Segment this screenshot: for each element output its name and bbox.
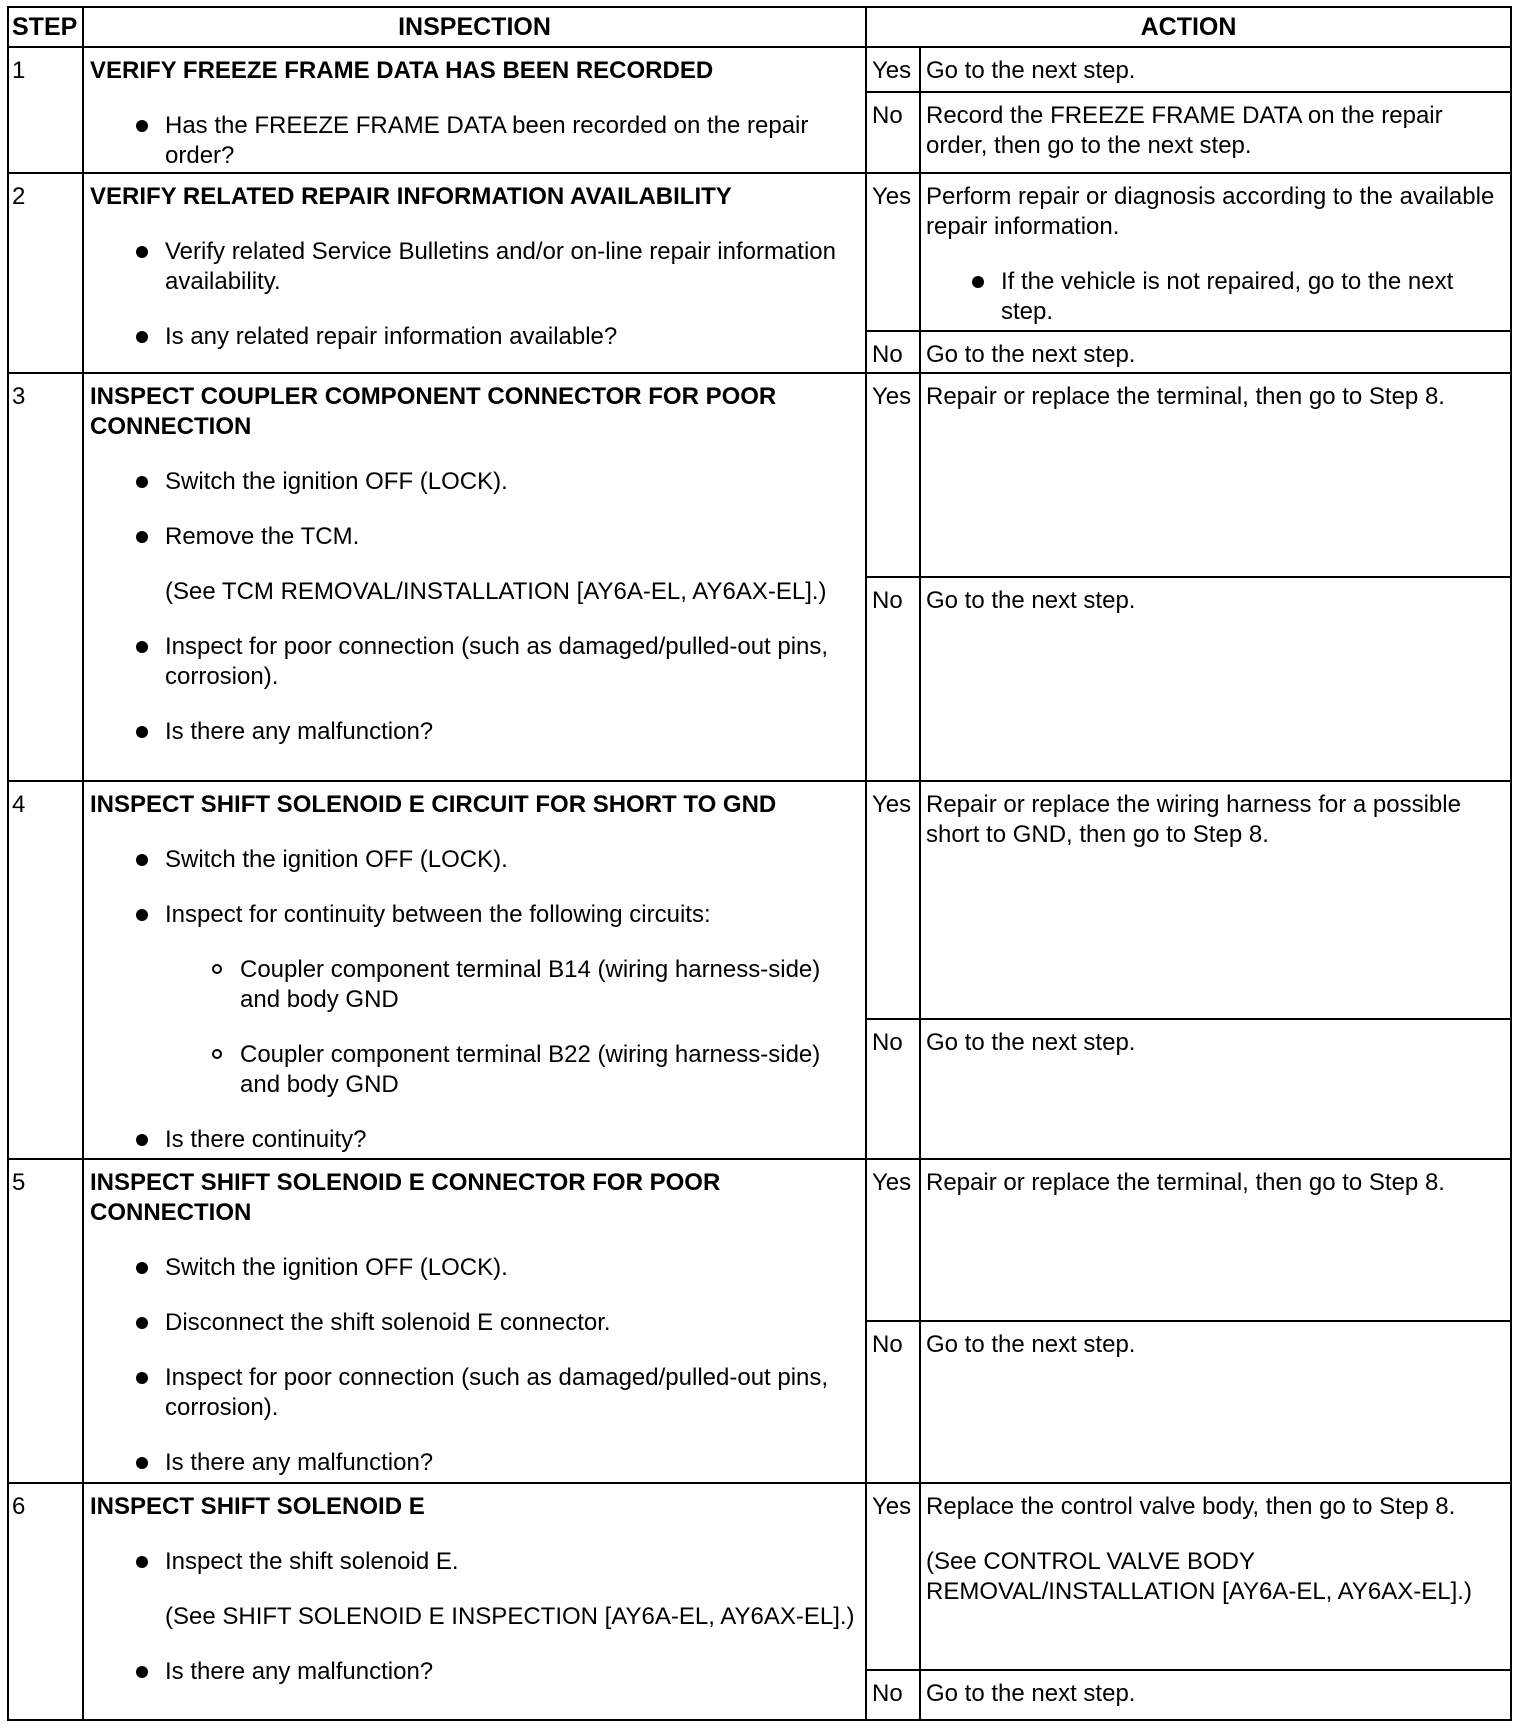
step-title: VERIFY FREEZE FRAME DATA HAS BEEN RECORDED [90, 57, 714, 84]
inspection-bullet: Disconnect the shift solenoid E connector. [90, 1308, 855, 1338]
no-label: No [866, 92, 920, 173]
no-label: No [866, 1019, 920, 1159]
step-header: STEP [8, 7, 83, 47]
inspection-header: INSPECTION [83, 7, 866, 47]
reference-note: (See CONTROL VALVE BODY REMOVAL/INSTALLATION [AY6A-EL, AY6AX-EL].) [926, 1548, 1472, 1605]
step-3-yes-row [8, 373, 1511, 577]
yes-action-text: Replace the control valve body, then go to Step 8. [926, 1493, 1456, 1520]
yes-action: Repair or replace the terminal, then go to Step 8. [920, 373, 1511, 577]
inspection-bullet: Verify related Service Bulletins and/or on-line repair information availability. [90, 237, 855, 297]
yes-action: Go to the next step. [920, 47, 1511, 92]
step-4-yes-row [8, 781, 1511, 1019]
inspection-bullet: Inspect for poor connection (such as damaged/pulled-out pins, corrosion). [90, 632, 855, 692]
reference-note: (See TCM REMOVAL/INSTALLATION [AY6A-EL, AY6AX-EL].) [165, 578, 827, 605]
yes-label: Yes [866, 1159, 920, 1321]
reference-note: (See SHIFT SOLENOID E INSPECTION [AY6A-EL, AY6AX-EL].) [165, 1603, 855, 1630]
inspection-bullet: Inspect for poor connection (such as damaged/pulled-out pins, corrosion). [90, 1363, 855, 1423]
step-6-inspection [83, 1483, 866, 1720]
inspection-bullet: Is there any malfunction? [90, 1448, 855, 1478]
step-4-inspection [83, 781, 866, 1159]
step-number: 3 [8, 373, 83, 781]
no-label: No [866, 331, 920, 373]
action-header: ACTION [866, 7, 1511, 47]
step-number: 6 [8, 1483, 83, 1720]
step-5-inspection [83, 1159, 866, 1483]
inspection-bullet: Is any related repair information available? [90, 322, 855, 352]
inspection-bullet: Is there continuity? [90, 1125, 855, 1155]
step-number: 4 [8, 781, 83, 1159]
inspection-bullet: Inspect for continuity between the following circuits: [90, 900, 855, 930]
inspection-bullet: Has the FREEZE FRAME DATA been recorded on the repair order? [90, 111, 855, 171]
step-title: INSPECT COUPLER COMPONENT CONNECTOR FOR POOR CONNECTION [90, 383, 777, 440]
no-label: No [866, 1321, 920, 1483]
step-number: 5 [8, 1159, 83, 1483]
step-2-inspection [83, 173, 866, 373]
step-number: 1 [8, 47, 83, 173]
yes-label: Yes [866, 781, 920, 1019]
action-bullet: If the vehicle is not repaired, go to the next step. [926, 267, 1500, 327]
no-label: No [866, 1670, 920, 1720]
step-number: 2 [8, 173, 83, 373]
yes-action [920, 173, 1511, 331]
no-action: Go to the next step. [920, 1670, 1511, 1720]
yes-action: Repair or replace the wiring harness for a possible short to GND, then go to Step 8. [920, 781, 1511, 1019]
inspection-bullet: Is there any malfunction? [90, 717, 855, 747]
inspection-bullet: Remove the TCM. [90, 522, 855, 552]
no-action: Go to the next step. [920, 1321, 1511, 1483]
inspection-bullet: Inspect the shift solenoid E. [90, 1547, 855, 1577]
step-1-inspection [83, 47, 866, 173]
no-action: Go to the next step. [920, 1019, 1511, 1159]
inspection-bullet: Is there any malfunction? [90, 1657, 855, 1687]
inspection-bullet: Switch the ignition OFF (LOCK). [90, 845, 855, 875]
no-action: Go to the next step. [920, 577, 1511, 781]
circuit-sub-bullet: Coupler component terminal B14 (wiring harness-side) and body GND [90, 955, 855, 1015]
yes-label: Yes [866, 173, 920, 331]
no-label: No [866, 577, 920, 781]
step-5-yes-row [8, 1159, 1511, 1321]
no-action: Record the FREEZE FRAME DATA on the repair order, then go to the next step. [920, 92, 1511, 173]
yes-action [920, 1483, 1511, 1670]
inspection-bullet: Switch the ignition OFF (LOCK). [90, 1253, 855, 1283]
step-title: VERIFY RELATED REPAIR INFORMATION AVAILABILITY [90, 183, 732, 210]
no-action: Go to the next step. [920, 331, 1511, 373]
step-6-yes-row [8, 1483, 1511, 1670]
diagnostic-procedure-table [7, 6, 1510, 1721]
step-2-yes-row [8, 173, 1511, 331]
step-1-yes-row [8, 47, 1511, 92]
inspection-bullet: Switch the ignition OFF (LOCK). [90, 467, 855, 497]
yes-label: Yes [866, 373, 920, 577]
yes-label: Yes [866, 47, 920, 92]
yes-label: Yes [866, 1483, 920, 1670]
yes-action-text: Perform repair or diagnosis according to the available repair information. [926, 183, 1495, 240]
yes-action: Repair or replace the terminal, then go to Step 8. [920, 1159, 1511, 1321]
step-title: INSPECT SHIFT SOLENOID E CIRCUIT FOR SHORT TO GND [90, 791, 777, 818]
header-row [8, 7, 1511, 47]
step-3-inspection [83, 373, 866, 781]
circuit-sub-bullet: Coupler component terminal B22 (wiring harness-side) and body GND [90, 1040, 855, 1100]
step-title: INSPECT SHIFT SOLENOID E CONNECTOR FOR POOR CONNECTION [90, 1169, 721, 1226]
step-title: INSPECT SHIFT SOLENOID E [90, 1493, 425, 1520]
